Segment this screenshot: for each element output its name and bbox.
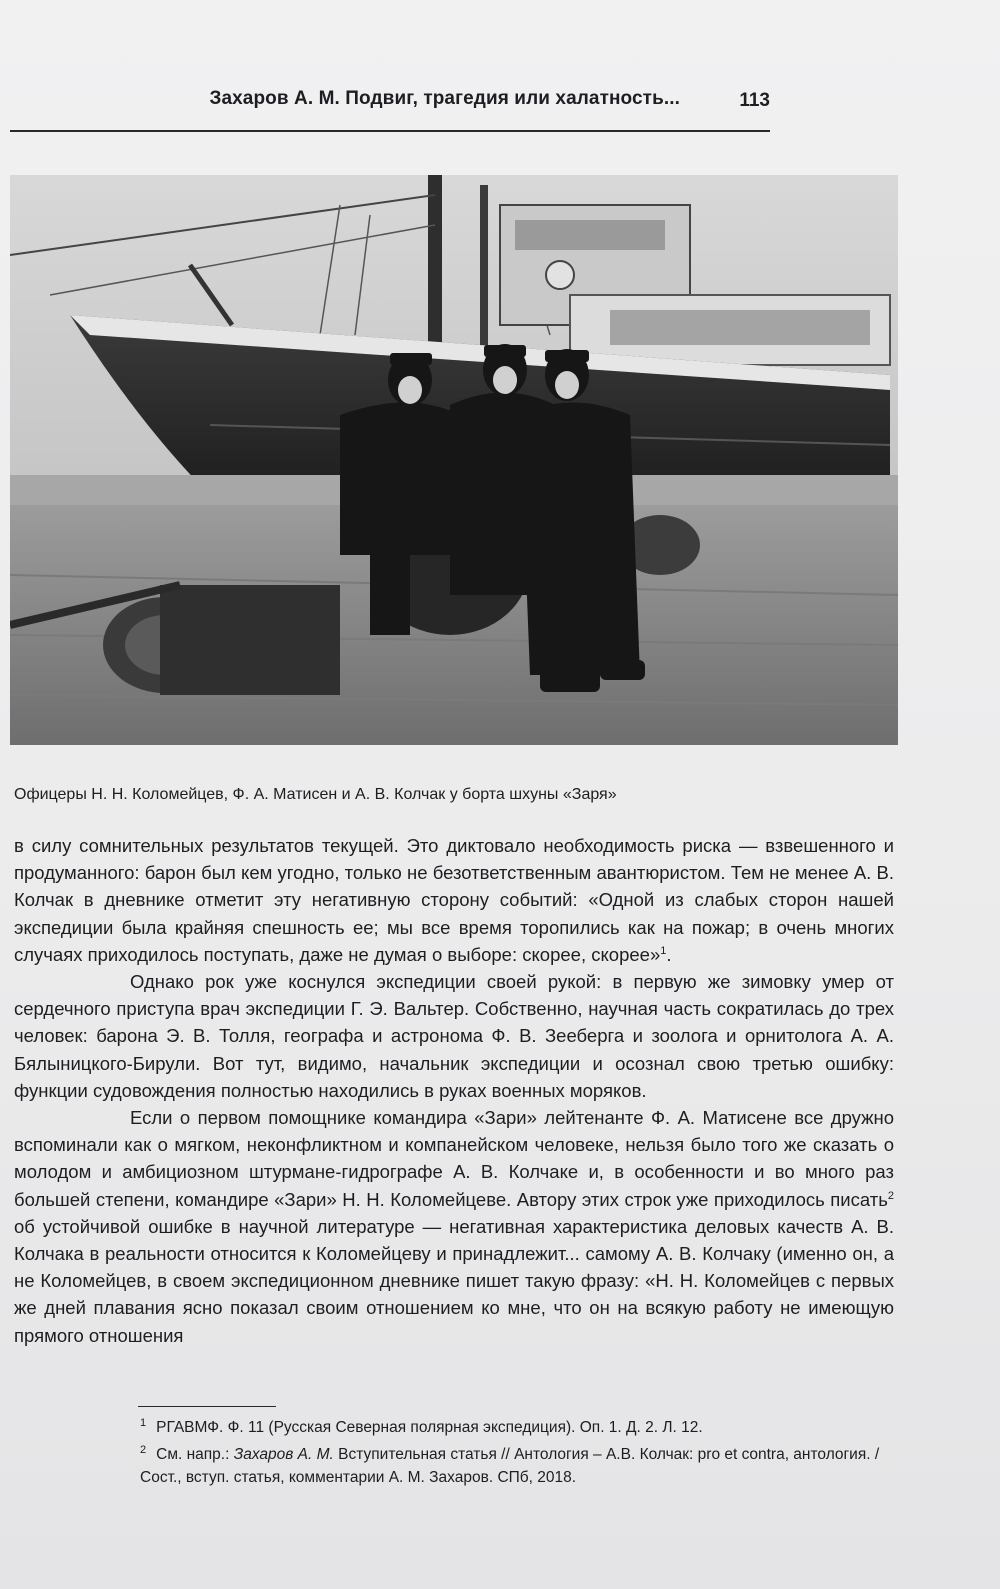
paragraph-3 bbox=[14, 1104, 894, 1349]
footnote-text: РГАВМФ. Ф. 11 (Русская Северная полярная экспедиция). Оп. 1. Д. 2. Л. 12. bbox=[156, 1419, 703, 1437]
footnote-mark: 2 bbox=[140, 1444, 147, 1457]
footnote-1 bbox=[140, 1412, 892, 1439]
running-title: Захаров А. М. Подвиг, трагедия или халатность... bbox=[209, 88, 680, 109]
footnote-mark: 1 bbox=[140, 1417, 147, 1429]
paragraph-1-text: в силу сомнительных результатов текущей. Это диктовало необходимость риска — взвешенного и продуманного: барон был кем угодно, только не безответственным авантюристом. Тем не менее А. В. Колчак в дневнике отметит эту негативную сторону событий: «Одной из слабых сторон нашей экспедиции была крайняя спешность ее; мы все время торопились как на пожар; в очень многих случаях приходилось поступать, даже не думая о выборе: скорее, скорее» bbox=[14, 835, 894, 965]
running-header bbox=[10, 80, 770, 132]
footnote-prefix: См. напр.: bbox=[156, 1446, 234, 1464]
paragraph-1-tail: . bbox=[666, 943, 672, 965]
paragraph-3-text-b: об устойчивой ошибке в научной литературе — негативная характеристика деловых качеств А. В. Колчака в реальности относится к Коломейцеву и принадлежит... самому А. В. Колчаку (именно он, а не Коломейцев, в своем экспедиционном дневнике пишет такую фразу: «Н. Н. Коломейцев с первых же дней плавания ясно показал своим отношением ко мне, что он на всякую работу не имеющую прямого отношения bbox=[14, 1215, 894, 1346]
footnote-ref-2: 2 bbox=[887, 1189, 894, 1202]
paragraph-3-text-a: Если о первом помощнике командира «Зари» лейтенанте Ф. А. Матисене все дружно вспоминали как о мягком, неконфликтном и компанейском человеке, нельзя было того же сказать о молодом и амбициозном штурмане-гидрографе А. В. Колчаке и, в особенности и во много раз большей степени, командире «Зари» Н. Н. Коломейцеве. Автору этих строк уже приходилось писать bbox=[14, 1107, 894, 1210]
photo-caption: Офицеры Н. Н. Коломейцев, Ф. А. Матисен и А. В. Колчак у борта шхуны «Заря» bbox=[14, 786, 617, 803]
paragraph-2: Однако рок уже коснулся экспедиции своей рукой: в первую же зимовку умер от сердечного приступа врач экспедиции Г. Э. Вальтер. Собственно, научная часть сократилась до трех человек: барона Э. В. Толля, географа и астронома Ф. В. Зееберга и зоолога и орнитолога А. А. Бялыницкого-Бирули. Вот тут, видимо, начальник экспедиции и осознал свою третью ошибку: функции судовождения полностью находились в руках военных моряков. bbox=[14, 971, 894, 1101]
footnote-ref-1: 1 bbox=[660, 944, 667, 957]
footnote-text: Вступительная статья // Антология – А.В. Колчак: pro et contra, антология. / Сост., вступ. статья, комментарии А. М. Захаров. СПб, 2018. bbox=[140, 1446, 880, 1487]
footnote-2 bbox=[140, 1439, 892, 1489]
footnotes bbox=[140, 1412, 892, 1489]
historical-photo bbox=[10, 175, 898, 745]
body-text bbox=[14, 832, 894, 1349]
footnote-author: Захаров А. М. bbox=[233, 1446, 334, 1464]
footnote-divider bbox=[138, 1406, 276, 1407]
paragraph-1 bbox=[14, 832, 894, 968]
page-number: 113 bbox=[739, 90, 770, 111]
